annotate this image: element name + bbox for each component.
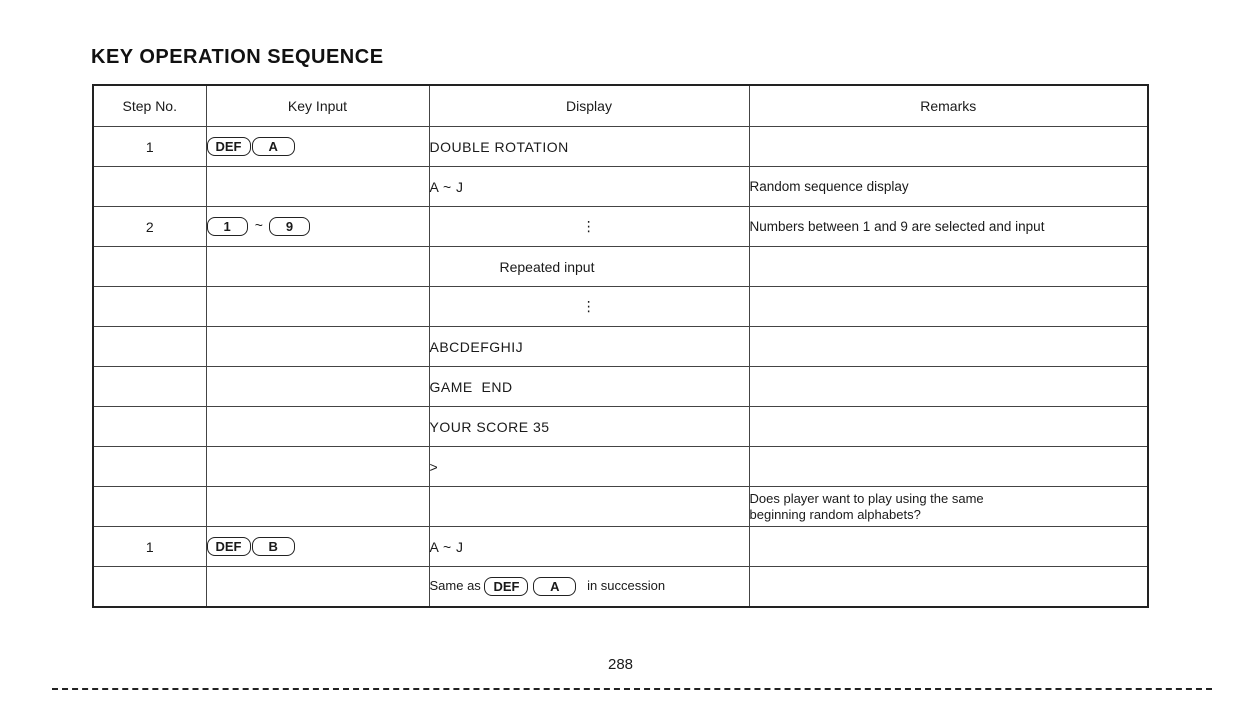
display-cell: A ~ J [429, 527, 749, 567]
dashed-separator [52, 688, 1212, 690]
step-cell [93, 447, 206, 487]
key-input-cell [206, 447, 429, 487]
display-cell: DOUBLE ROTATION [429, 127, 749, 167]
step-cell [93, 367, 206, 407]
table-row [93, 247, 1148, 287]
table-row [93, 447, 1148, 487]
key-input-cell [206, 367, 429, 407]
remarks-cell [749, 487, 1148, 527]
table-row [93, 567, 1148, 608]
display-cell: A ~ J [429, 167, 749, 207]
remarks-cell [749, 527, 1148, 567]
one-key: 1 [207, 217, 248, 236]
key-input-cell [206, 287, 429, 327]
display-cell: GAME END [429, 367, 749, 407]
remarks-line: Does player want to play using the same [749, 490, 984, 506]
step-cell [93, 407, 206, 447]
same-as-label: Same as [429, 577, 481, 593]
key-input-cell [206, 167, 429, 207]
table-row [93, 527, 1148, 567]
remarks-cell: Numbers between 1 and 9 are selected and input [749, 207, 1148, 247]
remarks-line: beginning random alphabets? [749, 506, 921, 522]
key-input-cell [206, 487, 429, 527]
key-input-cell [206, 407, 429, 447]
remarks-cell: Random sequence display [749, 167, 1148, 207]
header-display: Display [429, 85, 749, 127]
step-cell [93, 327, 206, 367]
display-cell: ABCDEFGHIJ [429, 327, 749, 367]
def-key: DEF [207, 537, 251, 556]
remarks-cell [749, 287, 1148, 327]
step-cell: 1 [93, 527, 206, 567]
in-succession-label: in succession [587, 577, 666, 593]
remarks-cell [749, 247, 1148, 287]
remarks-cell [749, 567, 1148, 608]
table-row [93, 287, 1148, 327]
table-row [93, 487, 1148, 527]
step-cell [93, 287, 206, 327]
remarks-cell [749, 127, 1148, 167]
table-row [93, 127, 1148, 167]
table-row [93, 167, 1148, 207]
header-remarks: Remarks [749, 85, 1148, 127]
remarks-cell [749, 407, 1148, 447]
key-input-cell [206, 207, 429, 247]
key-input-cell [206, 127, 429, 167]
step-cell [93, 487, 206, 527]
display-cell-prompt: > [429, 447, 749, 487]
b-key: B [252, 537, 295, 556]
remarks-cell [749, 367, 1148, 407]
a-key: A [533, 577, 576, 596]
key-operation-table [92, 84, 1149, 608]
table-header-row [93, 85, 1148, 127]
display-cell: YOUR SCORE 35 [429, 407, 749, 447]
table-row [93, 327, 1148, 367]
display-cell: Repeated input [429, 247, 749, 287]
remarks-cell [749, 447, 1148, 487]
key-input-cell [206, 247, 429, 287]
remarks-cell [749, 327, 1148, 367]
display-cell [429, 487, 749, 527]
step-cell [93, 167, 206, 207]
page-number: 288 [607, 656, 634, 673]
range-tilde: ~ [254, 217, 263, 234]
key-input-cell [206, 567, 429, 608]
header-step: Step No. [93, 85, 206, 127]
table-row [93, 367, 1148, 407]
header-key-input: Key Input [206, 85, 429, 127]
a-key: A [252, 137, 295, 156]
nine-key: 9 [269, 217, 310, 236]
step-cell [93, 567, 206, 608]
def-key: DEF [484, 577, 528, 596]
table-row [93, 207, 1148, 247]
key-input-cell [206, 327, 429, 367]
step-cell: 1 [93, 127, 206, 167]
def-key: DEF [207, 137, 251, 156]
key-input-cell [206, 527, 429, 567]
table-row [93, 407, 1148, 447]
display-cell-vertical-dots: ⋮ [429, 287, 749, 327]
step-cell [93, 247, 206, 287]
display-cell-vertical-dots: ⋮ [429, 207, 749, 247]
page-title: KEY OPERATION SEQUENCE [91, 46, 384, 68]
display-cell [429, 567, 749, 608]
step-cell: 2 [93, 207, 206, 247]
